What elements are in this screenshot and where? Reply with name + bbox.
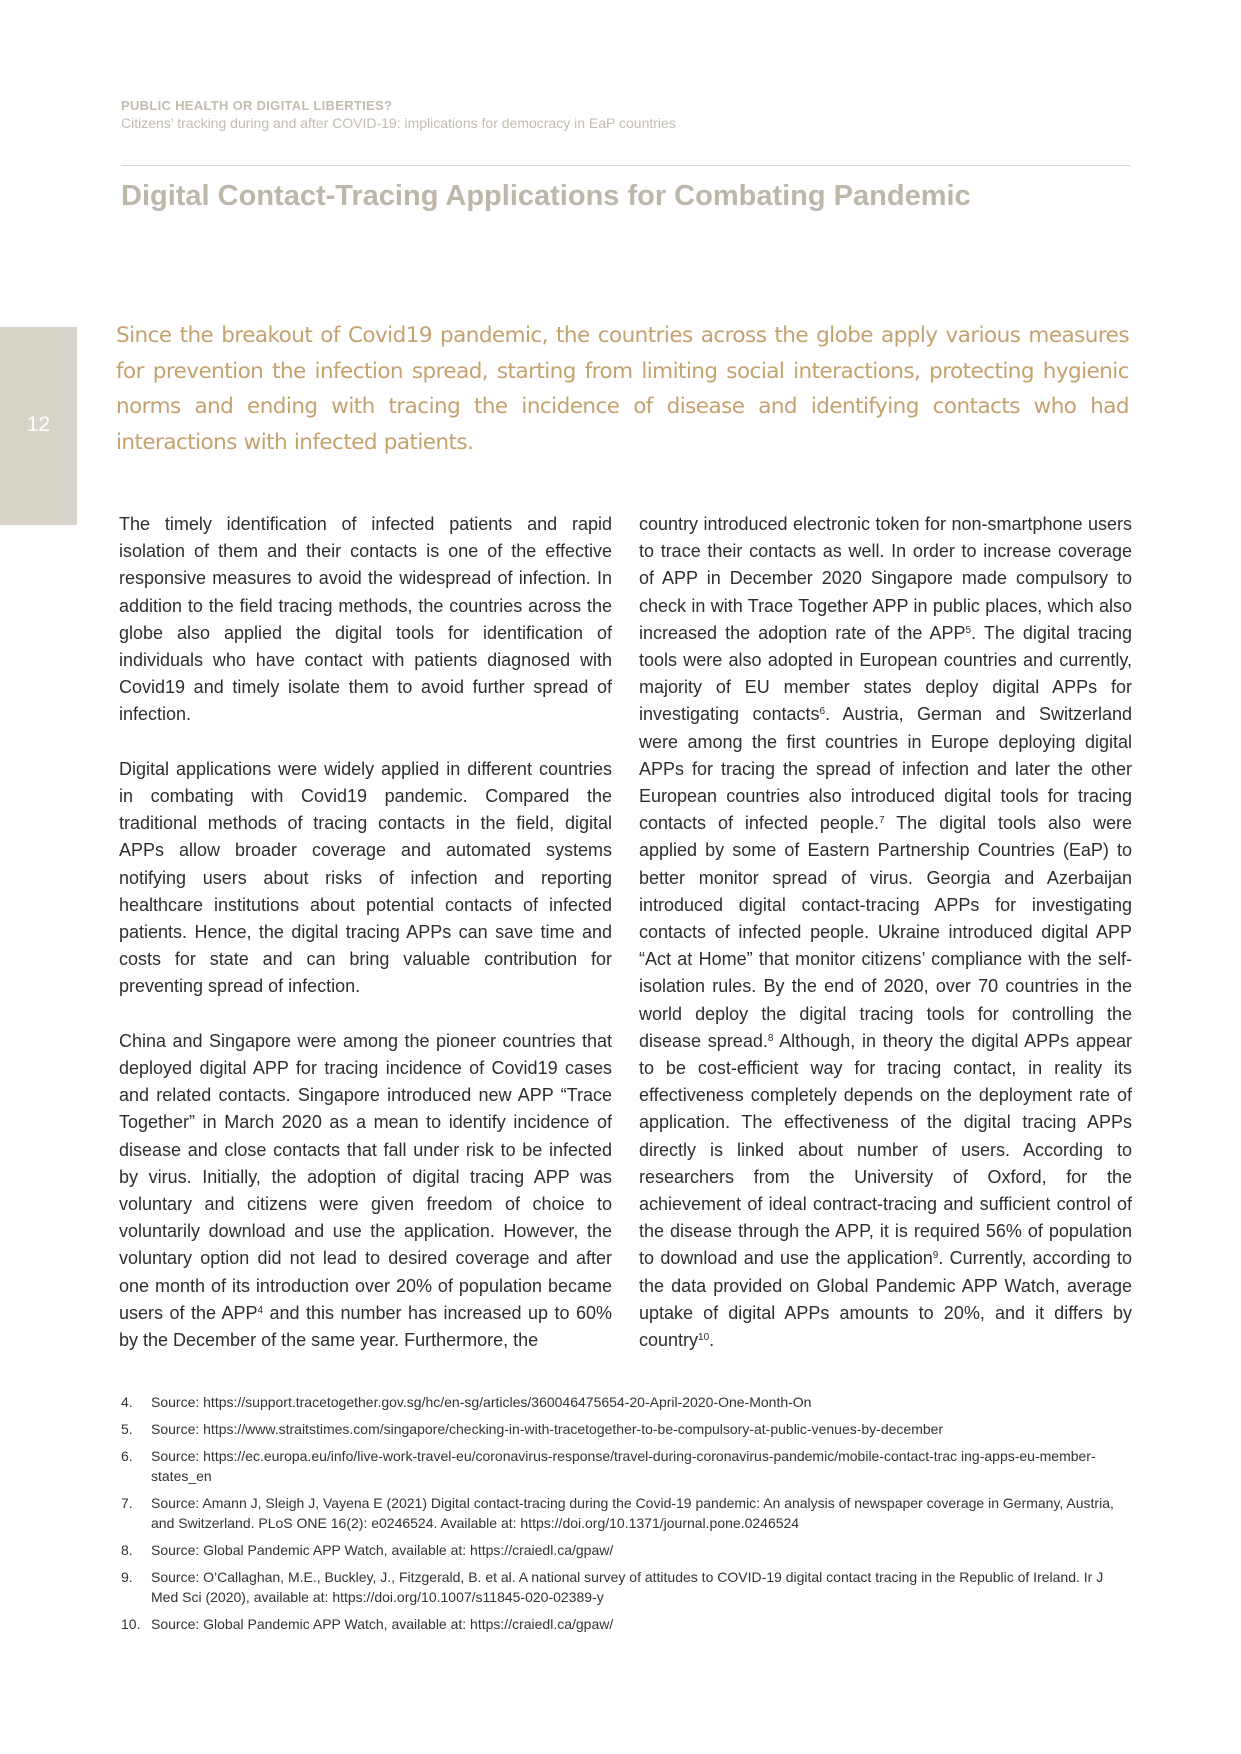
footnote-item [121, 1567, 1130, 1607]
body-paragraph [119, 1028, 612, 1354]
body-text: China and Singapore were among the pioneer countries that deployed digital APP for tracing incidence of Covid19 cases and related contacts. Singapore introduced new APP “Trace Together” in March 2020 as a mean to identify incidence of disease and close contacts that fall under risk to be infected by virus. Initially, the adoption of digital tracing APP was voluntary and citizens were given freedom of choice to voluntarily download and use the application. However, the voluntary option did not lead to desired coverage and after one month of its introduction over 20% of population became users of the APP [119, 1030, 612, 1323]
footnote-number: 4. [121, 1394, 133, 1410]
footnotes [121, 1392, 1130, 1641]
header-divider [121, 165, 1130, 166]
page-number: 12 [26, 413, 51, 436]
footnote-text: Source: https://www.straitstimes.com/singapore/checking-in-with-tracetogether-to-be-compulsory-at-public-venues-by-december [151, 1421, 944, 1437]
section-title: Digital Contact-Tracing Applications for Combating Pandemic [121, 180, 971, 212]
footnote-number: 10. [121, 1616, 141, 1632]
running-header-subtitle: Citizens’ tracking during and after COVID-19: implications for democracy in EaP countries [121, 115, 676, 131]
body-text: and this number has increased up to 60% by the December of the same year. Furthermore, the [119, 1302, 612, 1351]
footnote-number: 7. [121, 1495, 133, 1511]
footnote-ref: 4 [257, 1304, 264, 1316]
body-text: . Currently, according to the data provided on Global Pandemic APP Watch, average uptake of digital APPs amounts to 20%, and it differs by country [639, 1248, 1133, 1351]
footnote-ref: 8 [767, 1032, 774, 1044]
body-text: . Austria, German and Switzerland were among the first countries in Europe deploying digital APPs for tracing the spread of infection and later the other European countries also introduced digital tools for tracing contacts of infected people. [639, 704, 1132, 834]
footnote-ref: 5 [965, 624, 972, 636]
footnote-text: Source: Global Pandemic APP Watch, available at: https://craiedl.ca/gpaw/ [151, 1616, 614, 1632]
footnote-number: 9. [121, 1569, 133, 1585]
footnote-ref: 7 [878, 815, 885, 827]
footnote-ref: 10 [698, 1332, 710, 1344]
footnote-item [121, 1392, 1130, 1412]
footnote-ref: 6 [819, 706, 826, 718]
footnote-text: Source: O’Callaghan, M.E., Buckley, J., Fitzgerald, B. et al. A national survey of attitudes to COVID-19 digital contact tracing in the Republic of Ireland. Ir J Med Sci (2020), available at: https://doi.org/10.1007/s11845-020-02389-y [151, 1569, 1104, 1605]
body-text: country introduced electronic token for non-smartphone users to trace their contacts as well. In order to increase coverage of APP in December 2020 Singapore made compulsory to check in with Trace Together APP in public places, which also increased the adoption rate of the APP [639, 514, 1132, 643]
body-paragraph: The timely identification of infected patients and rapid isolation of them and their contacts is one of the effective responsive measures to avoid the widespread of infection. In addition to the field tracing methods, the countries across the globe also applied the digital tools for identification of individuals who have contact with patients diagnosed with Covid19 and timely isolate them to avoid further spread of infection. [119, 514, 612, 725]
body-text: . The digital tracing tools were also adopted in European countries and currently, majority of EU member states deploy digital APPs for investigating contacts [639, 622, 1132, 725]
body-paragraph: Digital applications were widely applied in different countries in combating with Covid19 pandemic. Compared the traditional methods of tracing contacts in the field, digital APPs allow broader coverage and automated systems notifying users about risks of infection and reporting healthcare institutions about potential contacts of infected patients. Hence, the digital tracing APPs can save time and costs for state and can bring valuable contribution for preventing spread of infection. [119, 758, 612, 997]
footnote-number: 5. [121, 1421, 133, 1437]
body-paragraph [639, 511, 1132, 1354]
footnote-item [121, 1493, 1130, 1533]
footnote-number: 6. [121, 1448, 133, 1464]
footnote-item [121, 1419, 1130, 1439]
footnote-item [121, 1614, 1130, 1634]
body-column-left [119, 511, 612, 1354]
footnote-text: Source: Amann J, Sleigh J, Vayena E (2021) Digital contact-tracing during the Covid-19 pandemic: An analysis of newspaper coverage in Germany, Austria, and Switzerland. PLoS ONE 16(2): e0246524. Available at: https://doi.org/10.1371/journal.pone.0246524 [151, 1495, 1114, 1531]
footnote-number: 8. [121, 1542, 133, 1558]
footnote-item [121, 1446, 1130, 1486]
footnote-text: Source: https://ec.europa.eu/info/live-work-travel-eu/coronavirus-response/travel-during-coronavirus-pandemic/mobile-contact-trac ing-apps-eu-member-states_en [151, 1448, 1096, 1484]
running-header-title: PUBLIC HEALTH OR DIGITAL LIBERTIES? [121, 98, 393, 113]
footnote-text: Source: Global Pandemic APP Watch, available at: https://craiedl.ca/gpaw/ [151, 1542, 614, 1558]
lead-paragraph: Since the breakout of Covid19 pandemic, the countries across the globe apply various measures for prevention the infection spread, starting from limiting social interactions, protecting hygienic norms and ending with tracing the incidence of disease and identifying contacts who had interactions with infected patients. [116, 323, 1129, 455]
body-text: . [709, 1330, 715, 1351]
footnote-item [121, 1540, 1130, 1560]
footnote-text: Source: https://support.tracetogether.gov.sg/hc/en-sg/articles/360046475654-20-April-2020-One-Month-On [151, 1394, 812, 1410]
footnote-ref: 9 [932, 1250, 939, 1262]
body-text: The digital tools also were applied by some of Eastern Partnership Countries (EaP) to better monitor spread of virus. Georgia and Azerbaijan introduced digital contact-tracing APPs for investigating contacts of infected people. Ukraine introduced digital APP “Act at Home” that monitor citizens’ compliance with the self-isolation rules. By the end of 2020, over 70 countries in the world deploy the digital tracing tools for controlling the disease spread. [639, 813, 1132, 1051]
body-text: Although, in theory the digital APPs appear to be cost-efficient way for tracing contact, in reality its effectiveness completely depends on the deployment rate of application. The effectiveness of the digital tracing APPs directly is linked about number of users. According to researchers from the University of Oxford, for the achievement of ideal contract-tracing and sufficient control of the disease through the APP, it is required 56% of population to download and use the application [639, 1030, 1132, 1269]
body-column-right [639, 511, 1132, 1354]
